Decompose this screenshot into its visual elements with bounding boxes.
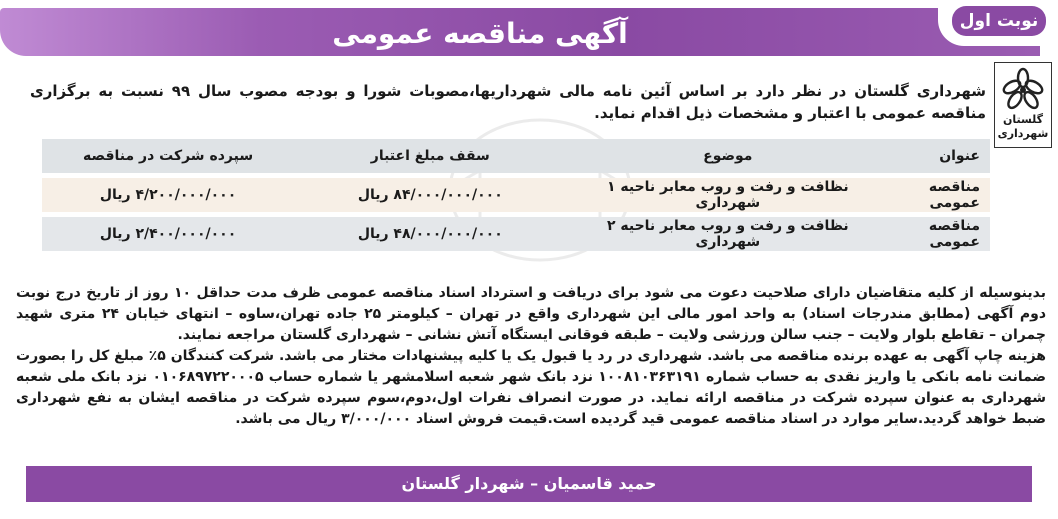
cell-title: مناقصه عمومی: [889, 178, 990, 212]
cell-deposit: ۲/۴۰۰/۰۰۰/۰۰۰ ریال: [42, 217, 294, 251]
cell-budget: ۸۴/۰۰۰/۰۰۰/۰۰۰ ریال: [294, 178, 566, 212]
tender-table: [42, 134, 990, 256]
col-subject: موضوع: [566, 139, 889, 173]
body-paragraph-2: هزینه چاپ آگهی به عهده برنده مناقصه می باشد. شهرداری در رد یا قبول یک یا کلیه پیشنهادات مختار می باشد. شرکت کنندگان ۵٪ مبلغ کل را بصورت ضمانت نامه بانکی یا واریز نقدی به حساب شماره ۱۰۰۸۱۰۳۶۳۱۹۱ نزد بانک شهر شعبه اسلامشهر یا شماره حساب ۰۱۰۶۸۹۷۲۲۰۰۰۵ نزد بانک ملی شعبه شهرداری به عنوان سپرده شرکت در مناقصه ارائه نماید. در صورت انصراف نفرات اول،دوم،سوم سپرده شرکت در مناقصه ایشان به نفع شهرداری ضبط خواهد گردید.سایر موارد در اسناد مناقصه عمومی قید گردیده است.قیمت فروش اسناد ۳/۰۰۰/۰۰۰ ریال می باشد.: [16, 348, 1047, 427]
body-paragraph-1: بدینوسیله از کلیه متقاضیان دارای صلاحیت دعوت می شود برای دریافت و استرداد اسناد مناقصه عمومی ظرف مدت حداقل ۱۰ روز از تاریخ درج نوبت دوم آگهی (مطابق مندرجات اسناد) به واحد امور مالی این شهرداری واقع در تهران – کیلومتر ۲۵ جاده تهران،ساوه – انتهای خیابان ۲۴ متری شهید چمران – تقاطع بلوار ولایت – جنب سالن ورزشی ولایت – طبقه فوقانی ایستگاه آتش نشانی – شهرداری گلستان مراجعه نمایند.: [16, 285, 1047, 343]
logo-sub: شهرداری: [997, 127, 1049, 140]
col-title: عنوان: [889, 139, 990, 173]
table-row: [42, 178, 990, 212]
cell-subject: نظافت و رفت و روب معابر ناحیه ۲ شهرداری: [566, 217, 889, 251]
logo-name: گلستان: [1002, 113, 1044, 126]
round-tab: [938, 0, 1058, 46]
col-deposit: سپرده شرکت در مناقصه: [42, 139, 294, 173]
page-title: آگهی مناقصه عمومی: [332, 17, 628, 50]
table-header-row: [42, 139, 990, 173]
cell-subject: نظافت و رفت و روب معابر ناحیه ۱ شهرداری: [566, 178, 889, 212]
body-text: [16, 283, 1046, 430]
signature-footer: حمید قاسمیان – شهردار گلستان: [26, 466, 1032, 502]
flower-logo-icon: [1001, 67, 1045, 113]
col-budget: سقف مبلغ اعتبار: [294, 139, 566, 173]
title-banner: [0, 8, 1040, 56]
cell-title: مناقصه عمومی: [889, 217, 990, 251]
cell-budget: ۴۸/۰۰۰/۰۰۰/۰۰۰ ریال: [294, 217, 566, 251]
round-label: نوبت اول: [952, 6, 1046, 36]
intro-paragraph: شهرداری گلستان در نظر دارد بر اساس آئین نامه مالی شهرداریها،مصوبات شورا و بودجه مصوب سال ۹۹ نسبت به برگزاری مناقصه عمومی با اعتبار و مشخصات ذیل اقدام نماید.: [30, 82, 986, 122]
municipality-logo: [994, 62, 1052, 148]
table-row: [42, 217, 990, 251]
cell-deposit: ۴/۲۰۰/۰۰۰/۰۰۰ ریال: [42, 178, 294, 212]
